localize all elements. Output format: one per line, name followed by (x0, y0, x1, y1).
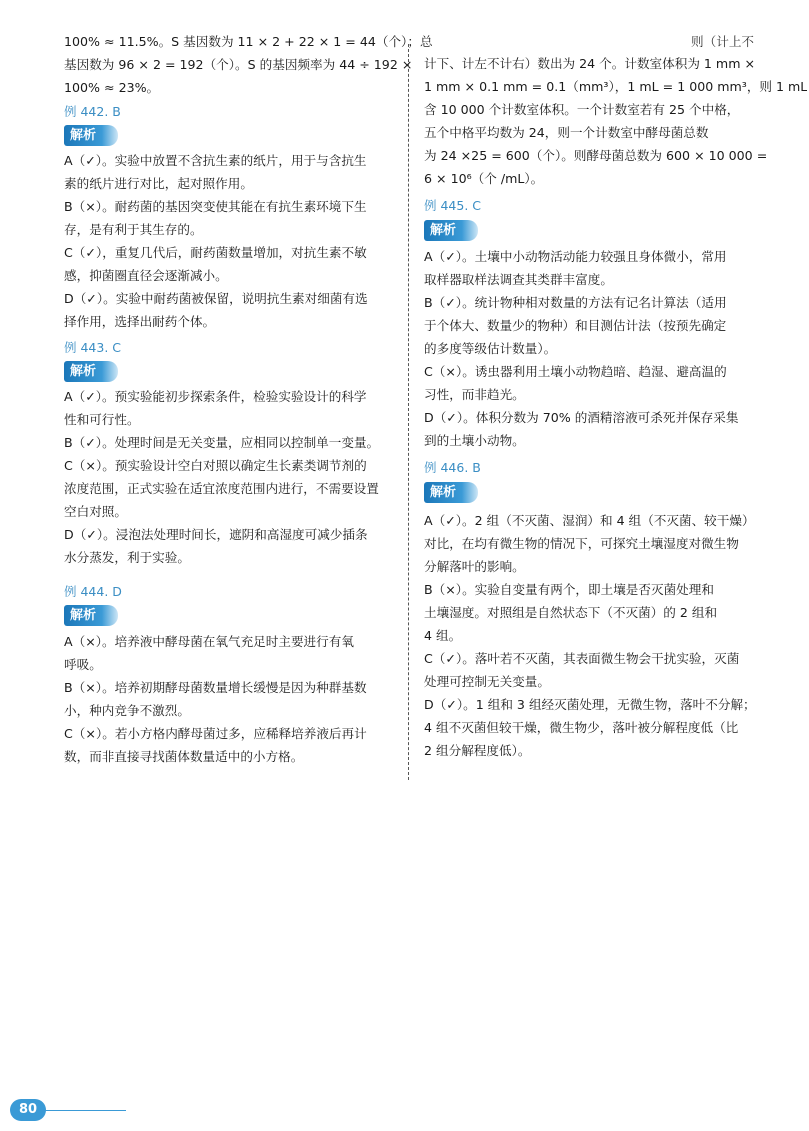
text-line: 6 × 10⁶（个 /mL）。 (424, 171, 544, 186)
text-line: 2 组分解程度低）。 (424, 743, 531, 758)
text-line: 土壤湿度。对照组是自然状态下（不灭菌）的 2 组和 (424, 605, 718, 620)
example-444-label: 例 444. D (64, 584, 122, 599)
text-line: 100% ≈ 23%。 (64, 80, 160, 95)
text-line: 为 24 ×25 = 600（个）。则酵母菌总数为 600 × 10 000 = (424, 148, 768, 163)
text-line: 存，是有利于其生存的。 (64, 222, 203, 237)
analysis-badge: 解析 (64, 125, 118, 146)
text-line: 对比，在均有微生物的情况下，可探究土壤湿度对微生物 (424, 536, 739, 551)
example-442-analysis (64, 149, 368, 333)
text-line: 数，而非直接寻找菌体数量适中的小方格。 (64, 749, 304, 764)
text-line: A（✓）。土壤中小动物活动能力较强且身体微小，常用 (424, 249, 727, 264)
text-line: A（✓）。2 组（不灭菌、湿润）和 4 组（不灭菌、较干燥） (424, 513, 755, 528)
text-line: 五个中格平均数为 24，则一个计数室中酵母菌总数 (424, 125, 709, 140)
text-line: 处理可控制无关变量。 (424, 674, 550, 689)
page-number: 80 (10, 1099, 46, 1121)
text-line: 浓度范围，正式实验在适宜浓度范围内进行，不需要设置 (64, 481, 379, 496)
text-line: 4 组。 (424, 628, 462, 643)
text-line: 取样器取样法调查其类群丰富度。 (424, 272, 613, 287)
analysis-badge: 解析 (424, 482, 478, 503)
text-line: C（×）。诱虫器利用土壤小动物趋暗、趋湿、避高温的 (424, 364, 727, 379)
analysis-badge: 解析 (424, 220, 478, 241)
text-line: 于个体大、数量少的物种）和目测估计法（按预先确定 (424, 318, 727, 333)
text-line: 分解落叶的影响。 (424, 559, 525, 574)
column-divider (408, 44, 409, 780)
text-line: A（✓）。实验中放置不含抗生素的纸片，用于与含抗生 (64, 153, 367, 168)
example-444-analysis (64, 630, 367, 768)
text-line: D（✓）。实验中耐药菌被保留，说明抗生素对细菌有选 (64, 291, 368, 306)
text-line: 计下、计左不计右）数出为 24 个。计数室体积为 1 mm × (424, 56, 756, 71)
example-442-label: 例 442. B (64, 104, 121, 119)
example-443-label: 例 443. C (64, 340, 122, 355)
text-line: B（×）。实验自变量有两个，即土壤是否灭菌处理和 (424, 582, 714, 597)
text-line: 呼吸。 (64, 657, 102, 672)
text-line: B（✓）。处理时间是无关变量，应相同以控制单一变量。 (64, 435, 380, 450)
text-line: C（×）。预实验设计空白对照以确定生长素类调节剂的 (64, 458, 367, 473)
analysis-badge: 解析 (64, 605, 118, 626)
text-line: 小，种内竞争不激烈。 (64, 703, 190, 718)
text-line: 1 mm × 0.1 mm = 0.1（mm³），1 mL = 1 000 mm³，则 1 mL (424, 79, 808, 94)
text-line: D（✓）。体积分数为 70% 的酒精溶液可杀死并保存采集 (424, 410, 739, 425)
right-intro (424, 52, 807, 190)
example-446-analysis (424, 509, 756, 762)
example-445-analysis (424, 245, 738, 452)
text-line: 含 10 000 个计数室体积。一个计数室若有 25 个中格， (424, 102, 740, 117)
text-line: 到的土壤小动物。 (424, 433, 525, 448)
footer-rule (44, 1110, 126, 1111)
text-line: 水分蒸发，利于实验。 (64, 550, 190, 565)
text-line: A（×）。培养液中酵母菌在氧气充足时主要进行有氧 (64, 634, 354, 649)
example-446-label: 例 446. B (424, 460, 481, 475)
text-line: C（✓）。落叶若不灭菌，其表面微生物会干扰实验，灭菌 (424, 651, 740, 666)
analysis-badge: 解析 (64, 361, 118, 382)
text-line: 100% ≈ 11.5%。S 基因数为 11 × 2 + 22 × 1 = 44（个）；总 (64, 34, 433, 49)
text-line: A（✓）。预实验能初步探索条件，检验实验设计的科学 (64, 389, 367, 404)
text-line: 的多度等级估计数量）。 (424, 341, 557, 356)
text-line: 4 组不灭菌但较干燥，微生物少，落叶被分解程度低（比 (424, 720, 739, 735)
text-line: B（✓）。统计物种相对数量的方法有记名计算法（适用 (424, 295, 727, 310)
text-line: 空白对照。 (64, 504, 127, 519)
example-445-label: 例 445. C (424, 198, 482, 213)
example-443-analysis (64, 385, 379, 569)
text-line: 素的纸片进行对比，起对照作用。 (64, 176, 253, 191)
text-line: C（×）。若小方格内酵母菌过多，应稀释培养液后再计 (64, 726, 367, 741)
text-line: B（×）。耐药菌的基因突变使其能在有抗生素环境下生 (64, 199, 367, 214)
top-fragment: 则（计上不 (691, 34, 754, 49)
text-line: D（✓）。浸泡法处理时间长，遮阴和高湿度可减少插条 (64, 527, 368, 542)
text-line: 性和可行性。 (64, 412, 140, 427)
text-line: C（✓），重复几代后，耐药菌数量增加，对抗生素不敏 (64, 245, 367, 260)
left-intro (64, 30, 433, 99)
text-line: 习性，而非趋光。 (424, 387, 525, 402)
text-line: 感，抑菌圈直径会逐渐减小。 (64, 268, 228, 283)
text-line: D（✓）。1 组和 3 组经灭菌处理，无微生物，落叶不分解； (424, 697, 756, 712)
text-line: B（×）。培养初期酵母菌数量增长缓慢是因为种群基数 (64, 680, 367, 695)
text-line: 择作用，选择出耐药个体。 (64, 314, 216, 329)
text-line: 基因数为 96 × 2 = 192（个）。S 的基因频率为 44 ÷ 192 × (64, 57, 413, 72)
